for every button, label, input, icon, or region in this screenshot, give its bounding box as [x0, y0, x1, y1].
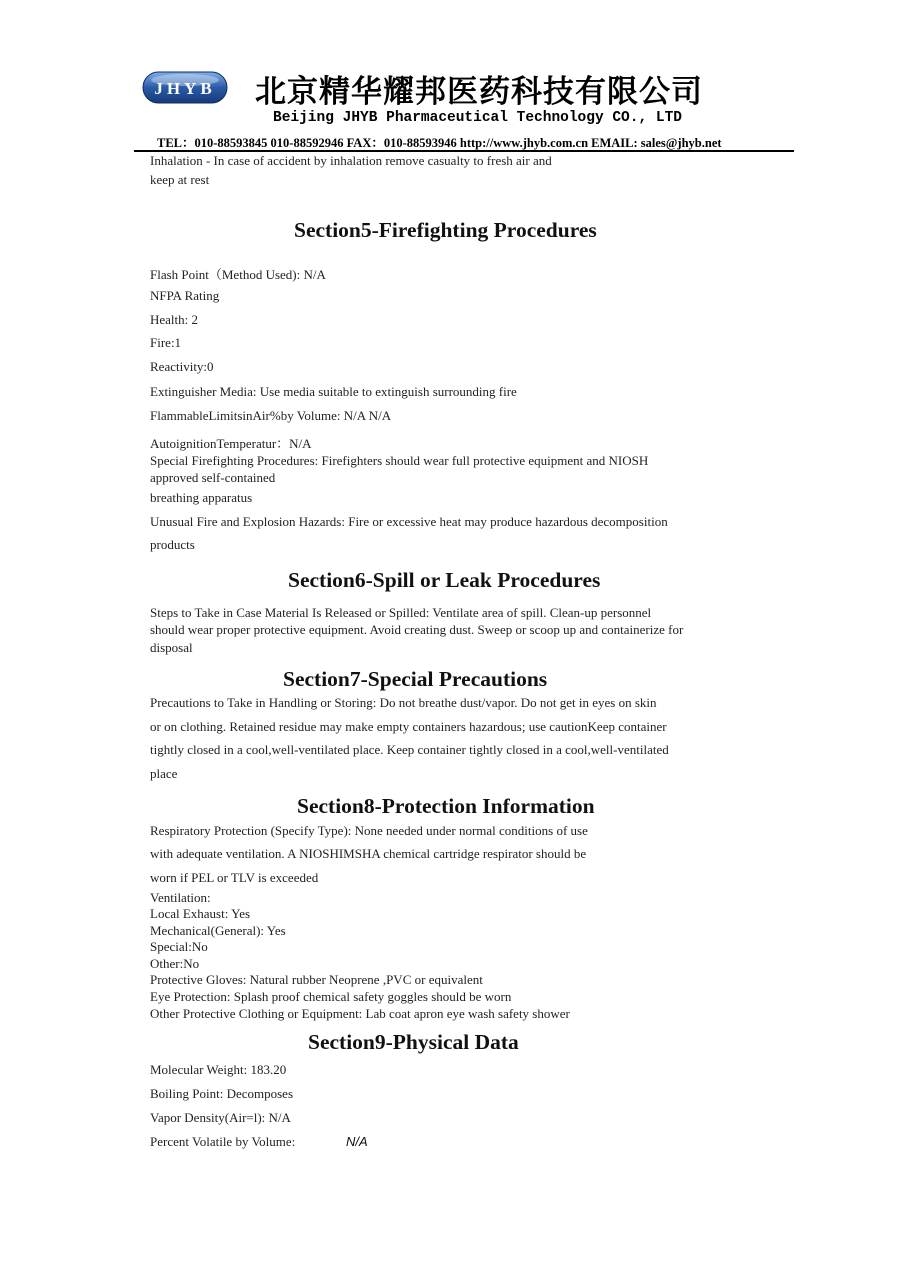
percent-volatile-value: N/A	[346, 1134, 368, 1149]
protective-gloves: Protective Gloves: Natural rubber Neoprene ,PVC or equivalent	[150, 972, 483, 987]
health-rating: Health: 2	[150, 312, 199, 327]
eye-protection: Eye Protection: Splash proof chemical safety goggles should be worn	[150, 989, 512, 1004]
company-logo	[142, 71, 228, 104]
company-name-chinese: 北京精华耀邦医药科技有限公司	[255, 74, 703, 110]
special-procedures-line-1: Special Firefighting Procedures: Firefighters should wear full protective equipment and NIOSH	[150, 453, 649, 468]
unusual-hazards-line-2: products	[150, 537, 195, 552]
section5-heading: Section5-Firefighting Procedures	[294, 218, 597, 242]
respiratory-line-3: worn if PEL or TLV is exceeded	[150, 870, 319, 885]
flash-point: Flash Point（Method Used): N/A	[150, 267, 326, 282]
logo-text: JHYB	[154, 79, 216, 98]
unusual-hazards-line-1: Unusual Fire and Explosion Hazards: Fire or excessive heat may produce hazardous decomposition	[150, 514, 668, 529]
precautions-line-2: or on clothing. Retained residue may make empty containers hazardous; use cautionKeep container	[150, 719, 667, 734]
special-ventilation: Special:No	[150, 939, 208, 954]
precautions-line-3: tightly closed in a cool,well-ventilated place. Keep container tightly closed in a cool,well-ventilated	[150, 742, 669, 757]
molecular-weight: Molecular Weight: 183.20	[150, 1062, 287, 1077]
section9-heading: Section9-Physical Data	[308, 1030, 519, 1054]
extinguisher-media: Extinguisher Media: Use media suitable to extinguish surrounding fire	[150, 384, 517, 399]
respiratory-line-1: Respiratory Protection (Specify Type): None needed under normal conditions of use	[150, 823, 588, 838]
protective-clothing: Other Protective Clothing or Equipment: Lab coat apron eye wash safety shower	[150, 1006, 570, 1021]
vapor-density: Vapor Density(Air=l): N/A	[150, 1110, 291, 1125]
reactivity-rating: Reactivity:0	[150, 359, 214, 374]
special-procedures-line-2: approved self-contained	[150, 470, 276, 485]
inhalation-line-2: keep at rest	[150, 172, 210, 187]
contact-line: TEL：010-88593845 010-88592946 FAX：010-88593946 http://www.jhyb.com.cn EMAIL: sales@jhyb.net	[157, 136, 722, 150]
local-exhaust: Local Exhaust: Yes	[150, 906, 251, 921]
percent-volatile-label: Percent Volatile by Volume:	[150, 1134, 296, 1149]
ventilation-label: Ventilation:	[150, 890, 211, 905]
nfpa-rating: NFPA Rating	[150, 288, 220, 303]
company-name-english: Beijing JHYB Pharmaceutical Technology CO., LTD	[273, 110, 682, 126]
flammable-limits: FlammableLimitsinAir%by Volume: N/A N/A	[150, 408, 392, 423]
fire-rating: Fire:1	[150, 335, 182, 350]
spill-line-2: should wear proper protective equipment. Avoid creating dust. Sweep or scoop up and containerize for	[150, 622, 684, 637]
mechanical-ventilation: Mechanical(General): Yes	[150, 923, 286, 938]
section6-heading: Section6-Spill or Leak Procedures	[288, 568, 601, 592]
section7-heading: Section7-Special Precautions	[283, 667, 548, 691]
section8-heading: Section8-Protection Information	[297, 794, 595, 818]
precautions-line-4: place	[150, 766, 178, 781]
spill-line-3: disposal	[150, 640, 193, 655]
boiling-point: Boiling Point: Decomposes	[150, 1086, 293, 1101]
other-ventilation: Other:No	[150, 956, 200, 971]
autoignition-temp: AutoignitionTemperatur：N/A	[150, 436, 312, 451]
precautions-line-1: Precautions to Take in Handling or Storing: Do not breathe dust/vapor. Do not get in eyes on skin	[150, 695, 657, 710]
header-divider	[134, 150, 794, 152]
spill-line-1: Steps to Take in Case Material Is Released or Spilled: Ventilate area of spill. Clean-up personnel	[150, 605, 652, 620]
inhalation-line-1: Inhalation - In case of accident by inhalation remove casualty to fresh air and	[150, 153, 552, 168]
special-procedures-line-3: breathing apparatus	[150, 490, 253, 505]
respiratory-line-2: with adequate ventilation. A NIOSHIMSHA chemical cartridge respirator should be	[150, 846, 587, 861]
